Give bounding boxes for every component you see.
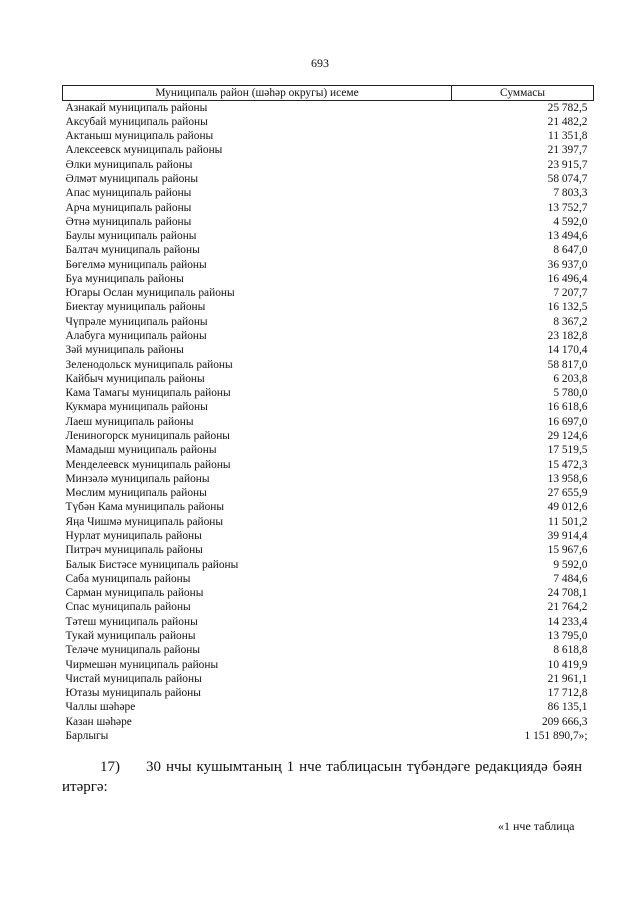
district-name: Биектау муниципаль районы (65, 301, 206, 314)
district-amount: 21 764,2 (547, 601, 588, 614)
district-amount: 36 937,0 (547, 258, 588, 271)
district-amount: 17 519,5 (547, 444, 588, 457)
district-amount: 86 135,1 (547, 701, 588, 714)
paragraph-line-2: итәргә: (62, 779, 108, 795)
table-row (63, 644, 594, 658)
district-name: Кукмара муниципаль районы (65, 401, 208, 414)
district-amount: 7 484,6 (553, 572, 588, 585)
district-name: Аксубай муниципаль районы (65, 115, 208, 128)
district-name: Зеленодольск муниципаль районы (65, 358, 233, 371)
district-name: Менделеевск муниципаль районы (65, 458, 231, 471)
district-amount: 7 207,7 (553, 287, 588, 300)
district-amount: 11 351,8 (548, 130, 588, 143)
table-row (63, 244, 594, 258)
district-name: Балтач муниципаль районы (65, 244, 200, 257)
district-amount: 8 647,0 (553, 244, 588, 257)
table-row (63, 272, 594, 286)
table-row (63, 372, 594, 386)
district-name: Югары Ослан муниципаль районы (65, 287, 235, 300)
district-name: Чирмешән муниципаль районы (65, 658, 219, 671)
table-row (63, 358, 594, 372)
district-amount: 58 817,0 (547, 358, 588, 371)
table-row (63, 558, 594, 572)
district-amount: 29 124,6 (547, 430, 588, 442)
table-row (63, 658, 594, 672)
district-name: Казан шәһәре (65, 715, 132, 728)
table-row (63, 472, 594, 486)
district-amount: 58 074,7 (547, 172, 588, 185)
district-name: Баулы муниципаль районы (65, 230, 197, 243)
district-name: Әтнә муниципаль районы (65, 215, 192, 228)
district-name: Арча муниципаль районы (65, 201, 192, 214)
table-row (63, 715, 594, 729)
district-name: Түбән Кама муниципаль районы (65, 501, 225, 514)
district-name: Тукай муниципаль районы (65, 629, 196, 642)
district-amount: 16 618,6 (547, 401, 588, 414)
district-amount: 15 967,6 (547, 544, 588, 557)
table-row (63, 444, 594, 458)
table-row (63, 230, 594, 244)
district-name: Лаеш муниципаль районы (65, 415, 194, 428)
table-row (63, 387, 594, 401)
district-name: Азнакай муниципаль районы (65, 101, 208, 114)
table-row (63, 401, 594, 415)
paragraph-line-1 (62, 757, 582, 777)
district-amount: 1 151 890,7»; (524, 729, 588, 742)
district-name: Мамадыш муниципаль районы (65, 444, 217, 457)
district-amount: 15 472,3 (547, 458, 588, 471)
district-amount: 39 914,4 (547, 529, 588, 542)
district-amount: 5 780,0 (553, 387, 588, 400)
district-name: Алабуга муниципаль районы (65, 330, 207, 343)
district-name: Алексеевск муниципаль районы (65, 144, 223, 157)
district-name: Әлки муниципаль районы (65, 158, 193, 171)
district-amount: 23 182,8 (547, 330, 588, 343)
table-row (63, 258, 594, 272)
page-number: 693 (311, 56, 329, 70)
table-row (63, 315, 594, 329)
district-name: Спас муниципаль районы (65, 601, 191, 614)
table-body (63, 101, 594, 744)
table-header-row (63, 86, 594, 101)
table-row (63, 629, 594, 643)
district-name: Чистай муниципаль районы (65, 672, 202, 685)
district-amount: 11 501,2 (548, 515, 588, 528)
district-name: Тәтеш муниципаль районы (65, 615, 198, 628)
district-amount: 13 795,0 (547, 629, 588, 642)
district-name: Барлыгы (65, 729, 109, 742)
district-name: Саба муниципаль районы (65, 572, 191, 585)
table-row (63, 158, 594, 172)
district-name: Мөслим муниципаль районы (65, 487, 207, 500)
table-row (63, 587, 594, 601)
district-amount: 209 666,3 (541, 715, 588, 728)
district-amount: 16 697,0 (547, 415, 588, 428)
district-amount: 24 708,1 (547, 587, 588, 600)
table-row (63, 601, 594, 615)
table-row (63, 201, 594, 215)
district-amount: 7 803,3 (553, 187, 588, 200)
district-name: Нурлат муниципаль районы (65, 529, 202, 542)
district-amount: 49 012,6 (547, 501, 588, 514)
district-amount: 27 655,9 (547, 487, 588, 500)
district-amount: 4 592,0 (553, 215, 588, 228)
table-row (63, 301, 594, 315)
district-amount: 6 203,8 (553, 372, 588, 385)
table-row (63, 429, 594, 443)
table-row (63, 458, 594, 472)
district-name: Теләче муниципаль районы (65, 644, 201, 657)
district-name: Кама Тамагы муниципаль районы (65, 387, 231, 400)
district-name: Сарман муниципаль районы (65, 587, 204, 600)
district-amount: 17 712,8 (547, 687, 588, 700)
district-name: Актаныш муниципаль районы (65, 130, 214, 143)
municipal-amounts-table (62, 85, 594, 744)
district-name: Бөгелмә муниципаль районы (65, 258, 207, 271)
amendment-paragraph (62, 757, 582, 797)
table-row (63, 415, 594, 429)
district-amount: 10 419,9 (547, 658, 588, 671)
table-row (63, 501, 594, 515)
table-row (63, 215, 594, 229)
table-row (63, 572, 594, 586)
column-header-name: Муниципаль район (шәһәр округы) исеме (63, 86, 452, 101)
table-row (63, 172, 594, 186)
district-name: Лениногорск муниципаль районы (65, 430, 230, 442)
column-header-amount: Суммасы (452, 86, 594, 101)
district-amount: 13 494,6 (547, 230, 588, 243)
table-row (63, 544, 594, 558)
district-name: Чүпрәле муниципаль районы (65, 315, 208, 328)
table-row (63, 701, 594, 715)
district-amount: 14 233,4 (547, 615, 588, 628)
table-row (63, 344, 594, 358)
paragraph-text-1: 30 нчы кушымтаның 1 нче таблицасын түбәндәге редакциядә бәян (146, 759, 582, 775)
district-name: Яңа Чишмә муниципаль районы (65, 515, 224, 528)
table-row (63, 144, 594, 158)
table-row (63, 729, 594, 743)
district-amount: 8 618,8 (553, 644, 588, 657)
table-row (63, 515, 594, 529)
district-amount: 14 170,4 (547, 344, 588, 357)
table-row (63, 287, 594, 301)
table-row (63, 187, 594, 201)
district-amount: 21 397,7 (547, 144, 588, 157)
district-amount: 13 752,7 (547, 201, 588, 214)
district-name: Апас муниципаль районы (65, 187, 192, 200)
district-name: Питрәч муниципаль районы (65, 544, 203, 557)
district-amount: 25 782,5 (547, 101, 588, 114)
district-amount: 23 915,7 (547, 158, 588, 171)
table-row (63, 529, 594, 543)
district-amount: 16 132,5 (547, 301, 588, 314)
table-row (63, 687, 594, 701)
table-row (63, 130, 594, 144)
district-name: Зәй муниципаль районы (65, 344, 184, 357)
table-row (63, 330, 594, 344)
district-name: Чаллы шәһәре (65, 701, 136, 714)
table-row (63, 672, 594, 686)
district-amount: 13 958,6 (547, 472, 588, 485)
district-name: Буа муниципаль районы (65, 272, 184, 285)
district-amount: 8 367,2 (553, 315, 588, 328)
district-amount: 21 961,1 (547, 672, 588, 685)
district-amount: 21 482,2 (547, 115, 588, 128)
district-amount: 9 592,0 (553, 558, 588, 571)
district-name: Әлмәт муниципаль районы (65, 172, 199, 185)
district-name: Кайбыч муниципаль районы (65, 372, 205, 385)
district-name: Минзәлә муниципаль районы (65, 472, 210, 485)
table-row (63, 487, 594, 501)
district-name: Ютазы муниципаль районы (65, 687, 201, 700)
table-caption: «1 нче таблица (498, 819, 575, 833)
table-row (63, 101, 594, 116)
table-row (63, 115, 594, 129)
district-name: Балык Бистәсе муниципаль районы (65, 558, 239, 571)
district-amount: 16 496,4 (547, 272, 588, 285)
table-row (63, 615, 594, 629)
paragraph-number: 17) (100, 759, 120, 775)
